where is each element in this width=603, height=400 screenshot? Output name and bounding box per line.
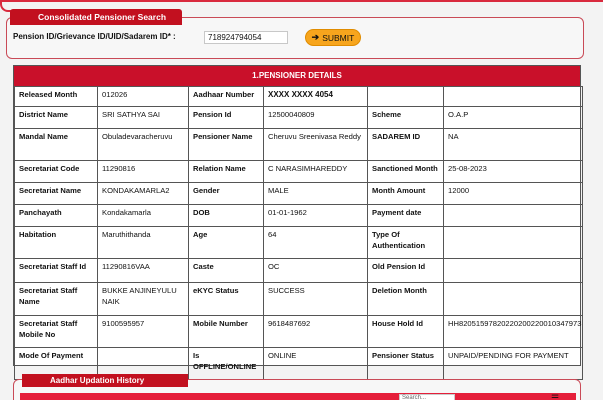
arrow-right-icon: ➔: [311, 32, 320, 42]
field-value: ONLINE: [264, 348, 368, 380]
field-label: Released Month: [15, 87, 98, 107]
field-value: [444, 227, 583, 259]
list-view-icon[interactable]: ☰: [551, 393, 560, 400]
field-label: Old Pension Id: [368, 259, 444, 283]
field-value: 12000: [444, 183, 583, 205]
field-value: Obuladevaracheruvu: [98, 129, 189, 161]
field-value: [444, 87, 583, 107]
table-row: [15, 161, 583, 183]
field-value: 01-01-1962: [264, 205, 368, 227]
field-label: Secretariat Staff Id: [15, 259, 98, 283]
pension-id-input[interactable]: [204, 31, 288, 44]
field-label: DOB: [189, 205, 264, 227]
field-label: House Hold Id: [368, 316, 444, 348]
field-value: KONDAKAMARLA2: [98, 183, 189, 205]
top-accent-line: [0, 0, 603, 2]
field-value: 9100595957: [98, 316, 189, 348]
field-value: 11290816: [98, 161, 189, 183]
field-label: Pension Id: [189, 107, 264, 129]
field-label: Payment date: [368, 205, 444, 227]
search-tab-label: Consolidated Pensioner Search: [10, 9, 182, 25]
field-value: Cheruvu Sreenivasa Reddy: [264, 129, 368, 161]
field-value: Maruthithanda: [98, 227, 189, 259]
field-label: Aadhaar Number: [189, 87, 264, 107]
field-label: Pensioner Name: [189, 129, 264, 161]
field-label: Secretariat Code: [15, 161, 98, 183]
field-label: District Name: [15, 107, 98, 129]
field-value: 12500040809: [264, 107, 368, 129]
field-value: XXXX XXXX 4054: [264, 87, 368, 107]
field-label: Type Of Authentication: [368, 227, 444, 259]
field-value: 9618487692: [264, 316, 368, 348]
field-value: 25-08-2023: [444, 161, 583, 183]
field-label: Mode Of Payment: [15, 348, 98, 380]
submit-label: SUBMIT: [322, 32, 355, 43]
field-label: Relation Name: [189, 161, 264, 183]
pensioner-details-panel: [13, 65, 582, 371]
field-value: Kondakamarla: [98, 205, 189, 227]
field-label: Secretariat Staff Mobile No: [15, 316, 98, 348]
field-label: Gender: [189, 183, 264, 205]
field-value: O.A.P: [444, 107, 583, 129]
field-value: 012026: [98, 87, 189, 107]
field-value: [444, 259, 583, 283]
field-value: NA: [444, 129, 583, 161]
table-row: [15, 107, 583, 129]
field-label: Habitation: [15, 227, 98, 259]
aadhar-history-header-band: [20, 393, 576, 400]
field-value: C NARASIMHAREDDY: [264, 161, 368, 183]
aadhar-history-panel: [13, 376, 581, 400]
table-row: [15, 129, 583, 161]
field-label: Secretariat Staff Name: [15, 283, 98, 316]
table-row: [15, 227, 583, 259]
table-row: [15, 283, 583, 316]
field-label: Sanctioned Month: [368, 161, 444, 183]
table-row: [15, 205, 583, 227]
field-label: SADAREM ID: [368, 129, 444, 161]
field-value: SRI SATHYA SAI: [98, 107, 189, 129]
field-value: 64: [264, 227, 368, 259]
field-label: Mobile Number: [189, 316, 264, 348]
table-row: [15, 87, 583, 107]
field-value: OC: [264, 259, 368, 283]
field-label: Deletion Month: [368, 283, 444, 316]
field-value: UNPAID/PENDING FOR PAYMENT: [444, 348, 583, 380]
field-value: HH82051597820220200220010347973: [444, 316, 583, 348]
field-label: Age: [189, 227, 264, 259]
table-row: [15, 316, 583, 348]
pensioner-details-table: [14, 86, 583, 380]
field-label: Caste: [189, 259, 264, 283]
field-value: BUKKE ANJINEYULU NAIK: [98, 283, 189, 316]
field-label: Scheme: [368, 107, 444, 129]
field-value: [444, 283, 583, 316]
table-row: [15, 183, 583, 205]
search-field-label: Pension ID/Grievance ID/UID/Sadarem ID* :: [13, 32, 176, 41]
aadhar-history-tab-label: Aadhar Updation History: [22, 374, 188, 387]
field-label: eKYC Status: [189, 283, 264, 316]
field-value: SUCCESS: [264, 283, 368, 316]
field-label: Pensioner Status: [368, 348, 444, 380]
field-label: Is OFFLINE/ONLINE: [189, 348, 264, 380]
field-value: [444, 205, 583, 227]
field-label: Month Amount: [368, 183, 444, 205]
field-label: Panchayath: [15, 205, 98, 227]
field-value: [368, 87, 444, 107]
table-row: [15, 259, 583, 283]
pensioner-details-title: 1.PENSIONER DETAILS: [14, 66, 580, 86]
history-search-input[interactable]: Search...: [399, 394, 455, 400]
field-value: MALE: [264, 183, 368, 205]
field-label: Secretariat Name: [15, 183, 98, 205]
field-label: Mandal Name: [15, 129, 98, 161]
submit-button[interactable]: [305, 29, 361, 46]
field-value: 11290816VAA: [98, 259, 189, 283]
